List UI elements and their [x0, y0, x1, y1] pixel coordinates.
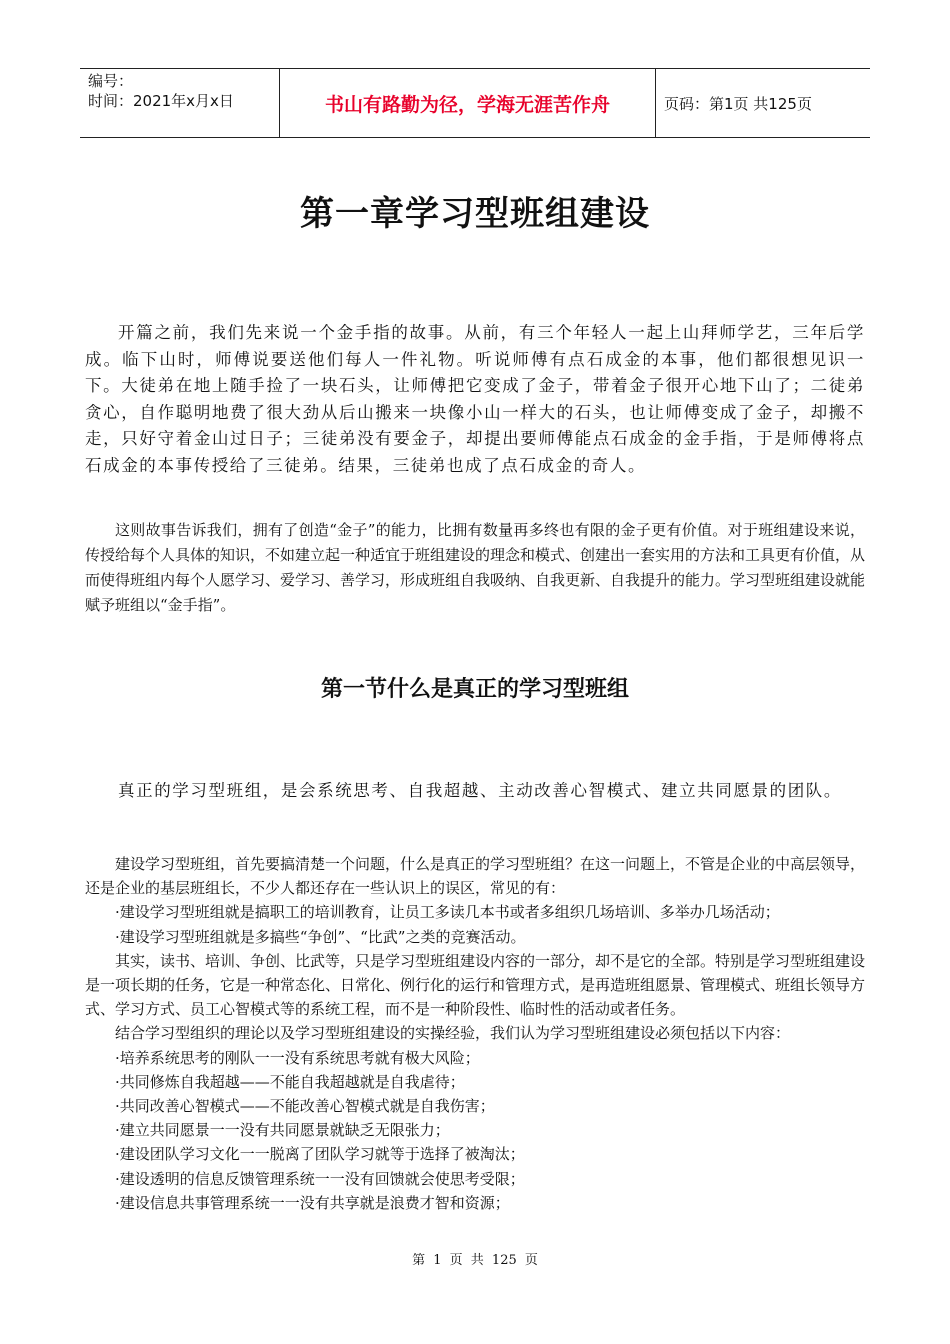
content-list-item: ·建设透明的信息反馈管理系统一一没有回馈就会使思考受限； [115, 1169, 525, 1188]
misconception-item: ·建设学习型班组就是搞职工的培训教育，让员工多读几本书或者多组织几场培训、多举办几场活动； [115, 903, 780, 922]
chapter-title: 第一章学习型班组建设 [300, 194, 650, 234]
document-header [80, 68, 870, 138]
moral-paragraph: 这则故事告诉我们，拥有了创造“金子”的能力，比拥有数量再多终也有限的金子更有价值。对于班组建设来说，传授给每个人具体的知识，不如建立起一种适宜于班组建设的理念和模式、创建出一套实用的方法和工具更有价值，从而使得班组内每个人愿学习、爱学习、善学习，形成班组自我吸纳、自我更新、自我提升的能力。学习型班组建设就能赋予班组以“金手指”。 [85, 521, 866, 614]
body-paragraph: 结合学习型组织的理论以及学习型班组建设的实操经验，我们认为学习型班组建设必须包括以下内容： [115, 1024, 791, 1043]
content-list-item: ·培养系统思考的刚队一一没有系统思考就有极大风险； [115, 1048, 480, 1067]
body-paragraph: 其实，读书、培训、争创、比武等，只是学习型班组建设内容的一部分，却不是它的全部。特别是学习型班组建设是一项长期的任务，它是一种常态化、日常化、例行化的运行和管理方式，是再造班组愿景、管理模式、班组长领导方式、学习方式、员工心智模式等的系统工程，而不是一种阶段性、临时性的活动或者任务。 [85, 951, 866, 1019]
body-paragraph: 建设学习型班组，首先要搞清楚一个问题，什么是真正的学习型班组？在这一问题上，不管是企业的中高层领导，还是企业的基层班组长，不少人都还存在一些认识上的误区，常见的有： [85, 855, 866, 898]
section-title: 第一节什么是真正的学习型班组 [320, 677, 629, 702]
content-list-item: ·建立共同愿景一一没有共同愿景就缺乏无限张力； [115, 1121, 450, 1140]
page-footer: 第 1 页 共 125 页 [412, 1253, 538, 1268]
document-time: 时间：2021年x月x日 [88, 92, 234, 110]
header-meta [80, 69, 280, 137]
story-paragraph: 开篇之前，我们先来说一个金手指的故事。从前，有三个年轻人一起上山拜师学艺，三年后学成。临下山时，师傅说要送他们每人一件礼物。听说师傅有点石成金的本事，他们都很想见识一下。大徒弟在地上随手捡了一块石头，让师傅把它变成了金子，带着金子很开心地下山了；二徒弟贪心，自作聪明地费了很大劲从后山搬来一块像小山一样大的石头，也让师傅变成了金子，却搬不走，只好守着金山过日子；三徒弟没有要金子，却提出要师傅能点石成金的金手指，于是师傅将点石成金的本事传授给了三徒弟。结果，三徒弟也成了点石成金的奇人。 [85, 323, 865, 475]
content-list-item: ·共同修炼自我超越——不能自我超越就是自我虐待； [115, 1072, 465, 1091]
document-number-label: 编号： [88, 72, 134, 90]
header-page-code: 页码：第1页 共125页 [664, 94, 812, 113]
content-list-item: ·建设团队学习文化一一脱离了团队学习就等于选择了被淘汰； [115, 1145, 525, 1164]
intro-paragraph: 真正的学习型班组，是会系统思考、自我超越、主动改善心智模式、建立共同愿景的团队。 [118, 781, 842, 800]
content-list-item: ·建设信息共事管理系统一一没有共享就是浪费才智和资源； [115, 1193, 510, 1212]
misconception-item: ·建设学习型班组就是多搞些“争创”、“比武”之类的竞赛活动。 [115, 927, 526, 946]
content-list-item: ·共同改善心智模式——不能改善心智模式就是自我伤害； [115, 1097, 495, 1116]
body-content [85, 852, 865, 1215]
header-motto: 书山有路勤为径，学海无涯苦作舟 [280, 69, 656, 137]
